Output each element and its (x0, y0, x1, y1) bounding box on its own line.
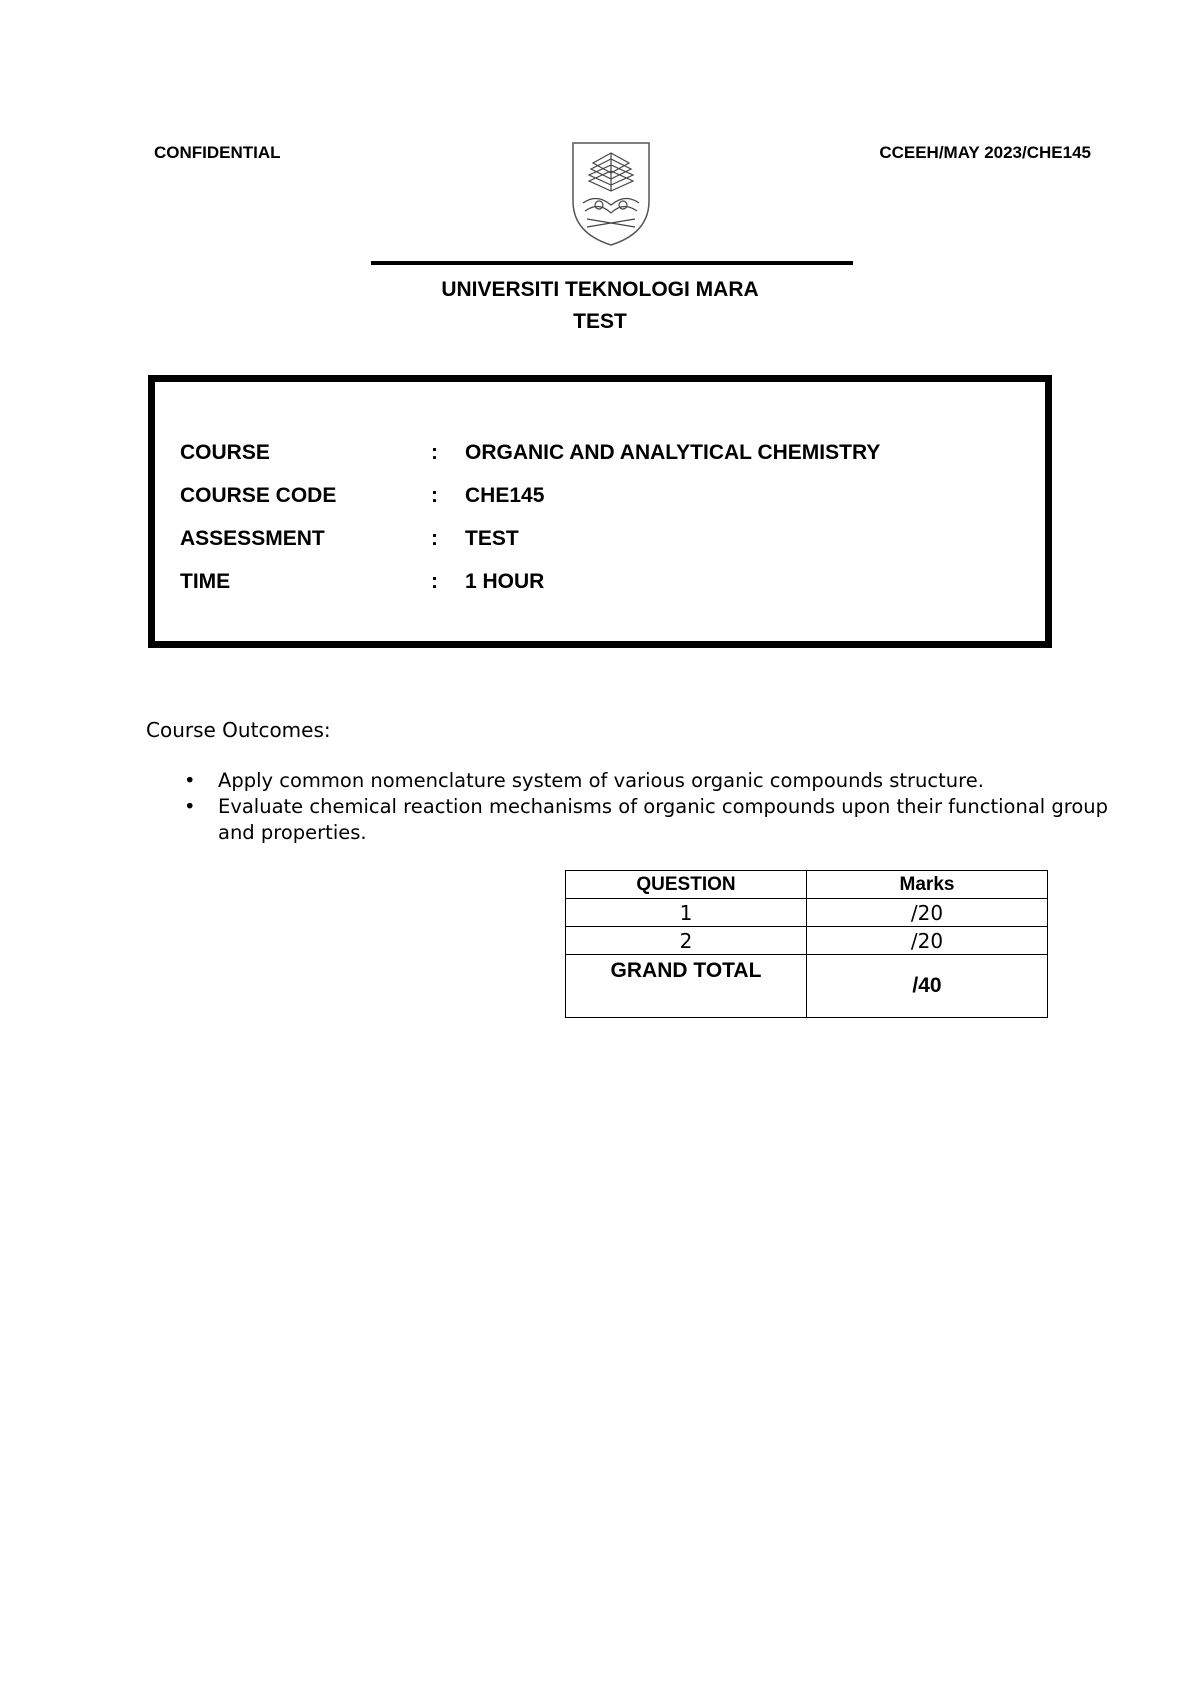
course-outcomes-list (180, 768, 1110, 846)
university-name: UNIVERSITI TEKNOLOGI MARA (441, 278, 759, 301)
question-marks: /20 (807, 899, 1048, 927)
document-type: TEST (573, 310, 627, 333)
info-colon: : (431, 484, 438, 507)
grand-total-row (566, 955, 1048, 1018)
header-rule (371, 261, 853, 265)
header-reference: CCEEH/MAY 2023/CHE145 (879, 143, 1091, 162)
grand-total-label: GRAND TOTAL (566, 955, 807, 1018)
column-header-question: QUESTION (566, 871, 807, 899)
info-label: COURSE (180, 441, 270, 464)
university-crest-icon (569, 141, 653, 247)
info-label: TIME (180, 570, 231, 593)
column-header-marks: Marks (807, 871, 1048, 899)
grand-total-value: /40 (807, 955, 1048, 1018)
outcome-text: Evaluate chemical reaction mechanisms of organic compounds upon their functional group and properties. (218, 795, 1109, 844)
info-value: ORGANIC AND ANALYTICAL CHEMISTRY (465, 441, 881, 464)
table-row (566, 927, 1048, 955)
question-marks: /20 (807, 927, 1048, 955)
outcome-text: Apply common nomenclature system of various organic compounds structure. (218, 769, 984, 792)
question-number: 1 (566, 899, 807, 927)
marks-table (565, 870, 1048, 1018)
info-row-course (180, 441, 1040, 471)
bullet-icon: • (184, 769, 196, 792)
header-confidential: CONFIDENTIAL (154, 143, 281, 162)
course-outcomes-title: Course Outcomes: (146, 718, 331, 742)
list-item (180, 768, 1110, 794)
info-label: ASSESSMENT (180, 527, 325, 550)
list-item (180, 794, 1110, 846)
info-value: CHE145 (465, 484, 545, 507)
table-row (566, 899, 1048, 927)
info-value: 1 HOUR (465, 570, 545, 593)
course-info-box (148, 375, 1052, 648)
info-colon: : (431, 570, 438, 593)
info-row-course-code (180, 484, 1040, 514)
info-row-assessment (180, 527, 1040, 557)
info-row-time (180, 570, 1040, 600)
question-number: 2 (566, 927, 807, 955)
info-value: TEST (465, 527, 519, 550)
info-label: COURSE CODE (180, 484, 337, 507)
info-colon: : (431, 441, 438, 464)
info-colon: : (431, 527, 438, 550)
bullet-icon: • (184, 795, 196, 818)
table-header-row (566, 871, 1048, 899)
